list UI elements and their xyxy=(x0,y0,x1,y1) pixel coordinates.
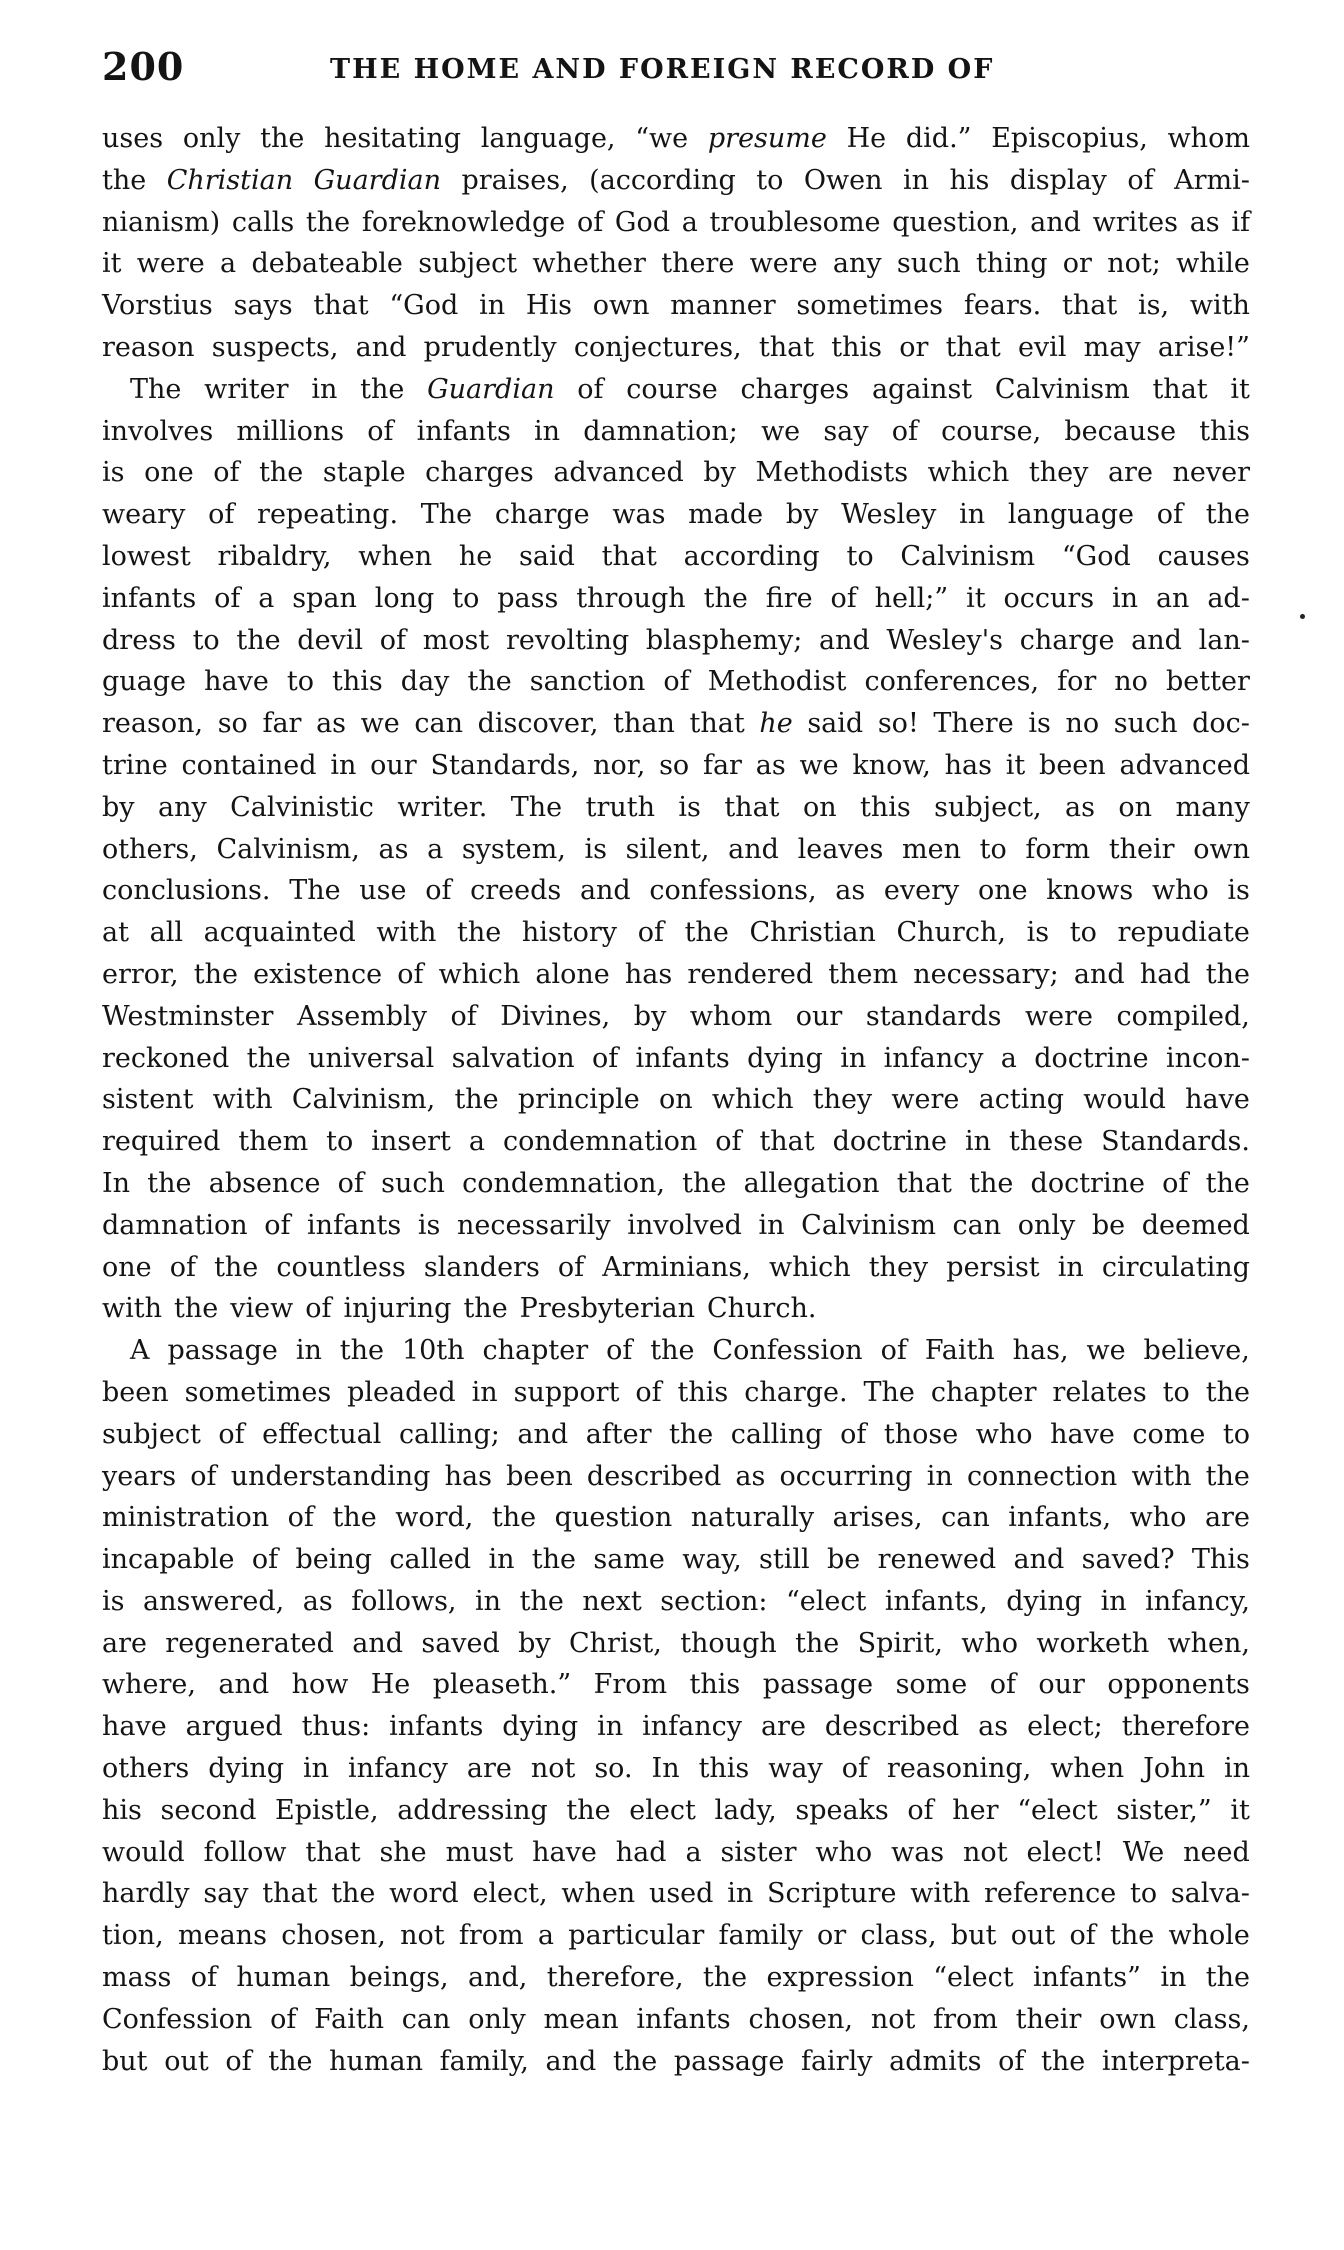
text-line: with the view of injuring the Presbyterian Church. xyxy=(102,1293,817,1325)
text-line: reason suspects, and prudently conjectures, that this or that evil may arise!” xyxy=(102,331,1250,363)
text-line: nianism) calls the foreknowledge of God a troublesome question, and writes as if xyxy=(102,206,1250,238)
text-line: infants of a span long to pass through the fire of hell;” it occurs in an ad- xyxy=(102,582,1250,614)
page-header xyxy=(102,44,1282,104)
text-line: incapable of being called in the same way, still be renewed and saved? This xyxy=(102,1544,1250,1576)
text-line: uses only the hesitating language, “we presume He did.” Episcopius, whom xyxy=(102,123,1250,154)
text-line: is one of the staple charges advanced by Methodists which they are never xyxy=(102,457,1250,489)
text-line: subject of effectual calling; and after the calling of those who have come to xyxy=(102,1418,1250,1450)
text-line: lowest ribaldry, when he said that according to Calvinism “God causes xyxy=(102,540,1250,572)
text-line: Westminster Assembly of Divines, by whom our standards were compiled, xyxy=(102,1000,1250,1032)
text-line: ministration of the word, the question naturally arises, can infants, who are xyxy=(102,1502,1250,1534)
text-line: the Christian Guardian praises, (according to Owen in his display of Armi- xyxy=(102,164,1250,196)
text-line: mass of human beings, and, therefore, the expression “elect infants” in the xyxy=(102,1962,1250,1994)
page-number: 200 xyxy=(102,44,185,89)
text-line: conclusions. The use of creeds and confessions, as every one knows who is xyxy=(102,875,1250,907)
text-line: reckoned the universal salvation of infants dying in infancy a doctrine incon- xyxy=(102,1042,1250,1074)
text-line: Confession of Faith can only mean infants chosen, not from their own class, xyxy=(102,2003,1250,2035)
body-text xyxy=(102,118,1250,2082)
text-line: involves millions of infants in damnation; we say of course, because this xyxy=(102,415,1250,447)
text-line: but out of the human family, and the passage fairly admits of the interpreta- xyxy=(102,2045,1250,2077)
text-line: dress to the devil of most revolting blasphemy; and Wesley's charge and lan- xyxy=(102,624,1250,656)
text-line: reason, so far as we can discover, than that he said so! There is no such doc- xyxy=(102,708,1250,740)
text-line: In the absence of such condemnation, the allegation that the doctrine of the xyxy=(102,1167,1250,1199)
text-line: hardly say that the word elect, when used in Scripture with reference to salva- xyxy=(102,1878,1250,1910)
text-line: are regenerated and saved by Christ, though the Spirit, who worketh when, xyxy=(102,1627,1250,1659)
text-line: damnation of infants is necessarily involved in Calvinism can only be deemed xyxy=(102,1209,1250,1241)
text-line: years of understanding has been described as occurring in connection with the xyxy=(102,1460,1250,1492)
text-line: been sometimes pleaded in support of this charge. The chapter relates to the xyxy=(102,1376,1250,1408)
text-line: is answered, as follows, in the next section: “elect infants, dying in infancy, xyxy=(102,1585,1250,1617)
text-line: weary of repeating. The charge was made by Wesley in language of the xyxy=(102,499,1250,531)
text-line: at all acquainted with the history of the Christian Church, is to repudiate xyxy=(102,917,1250,949)
text-line: by any Calvinistic writer. The truth is that on this subject, as on many xyxy=(102,791,1250,823)
text-line: his second Epistle, addressing the elect lady, speaks of her “elect sister,” it xyxy=(102,1794,1250,1826)
text-line: sistent with Calvinism, the principle on which they were acting would have xyxy=(102,1084,1250,1116)
text-line: one of the countless slanders of Arminians, which they persist in circulating xyxy=(102,1251,1250,1283)
text-line: tion, means chosen, not from a particular family or class, but out of the whole xyxy=(102,1920,1250,1952)
text-line: guage have to this day the sanction of Methodist conferences, for no better xyxy=(102,666,1250,698)
text-line: others, Calvinism, as a system, is silent, and leaves men to form their own xyxy=(102,833,1250,865)
text-line: Vorstius says that “God in His own manner sometimes fears. that is, with xyxy=(102,290,1250,322)
text-line: trine contained in our Standards, nor, so far as we know, has it been advanced xyxy=(102,749,1250,781)
text-line: required them to insert a condemnation of that doctrine in these Standards. xyxy=(102,1126,1250,1158)
text-line: it were a debateable subject whether there were any such thing or not; while xyxy=(102,248,1250,280)
text-line: where, and how He pleaseth.” From this passage some of our opponents xyxy=(102,1669,1250,1701)
text-line: others dying in infancy are not so. In this way of reasoning, when John in xyxy=(102,1753,1250,1785)
text-line: The writer in the Guardian of course charges against Calvinism that it xyxy=(130,373,1250,405)
text-line: error, the existence of which alone has rendered them necessary; and had the xyxy=(102,958,1250,990)
text-line: A passage in the 10th chapter of the Confession of Faith has, we believe, xyxy=(130,1335,1250,1367)
text-line: would follow that she must have had a sister who was not elect! We need xyxy=(102,1836,1250,1868)
running-title: THE HOME AND FOREIGN RECORD OF xyxy=(330,54,995,85)
ink-speck xyxy=(1300,614,1305,619)
text-line: have argued thus: infants dying in infancy are described as elect; therefore xyxy=(102,1711,1250,1743)
